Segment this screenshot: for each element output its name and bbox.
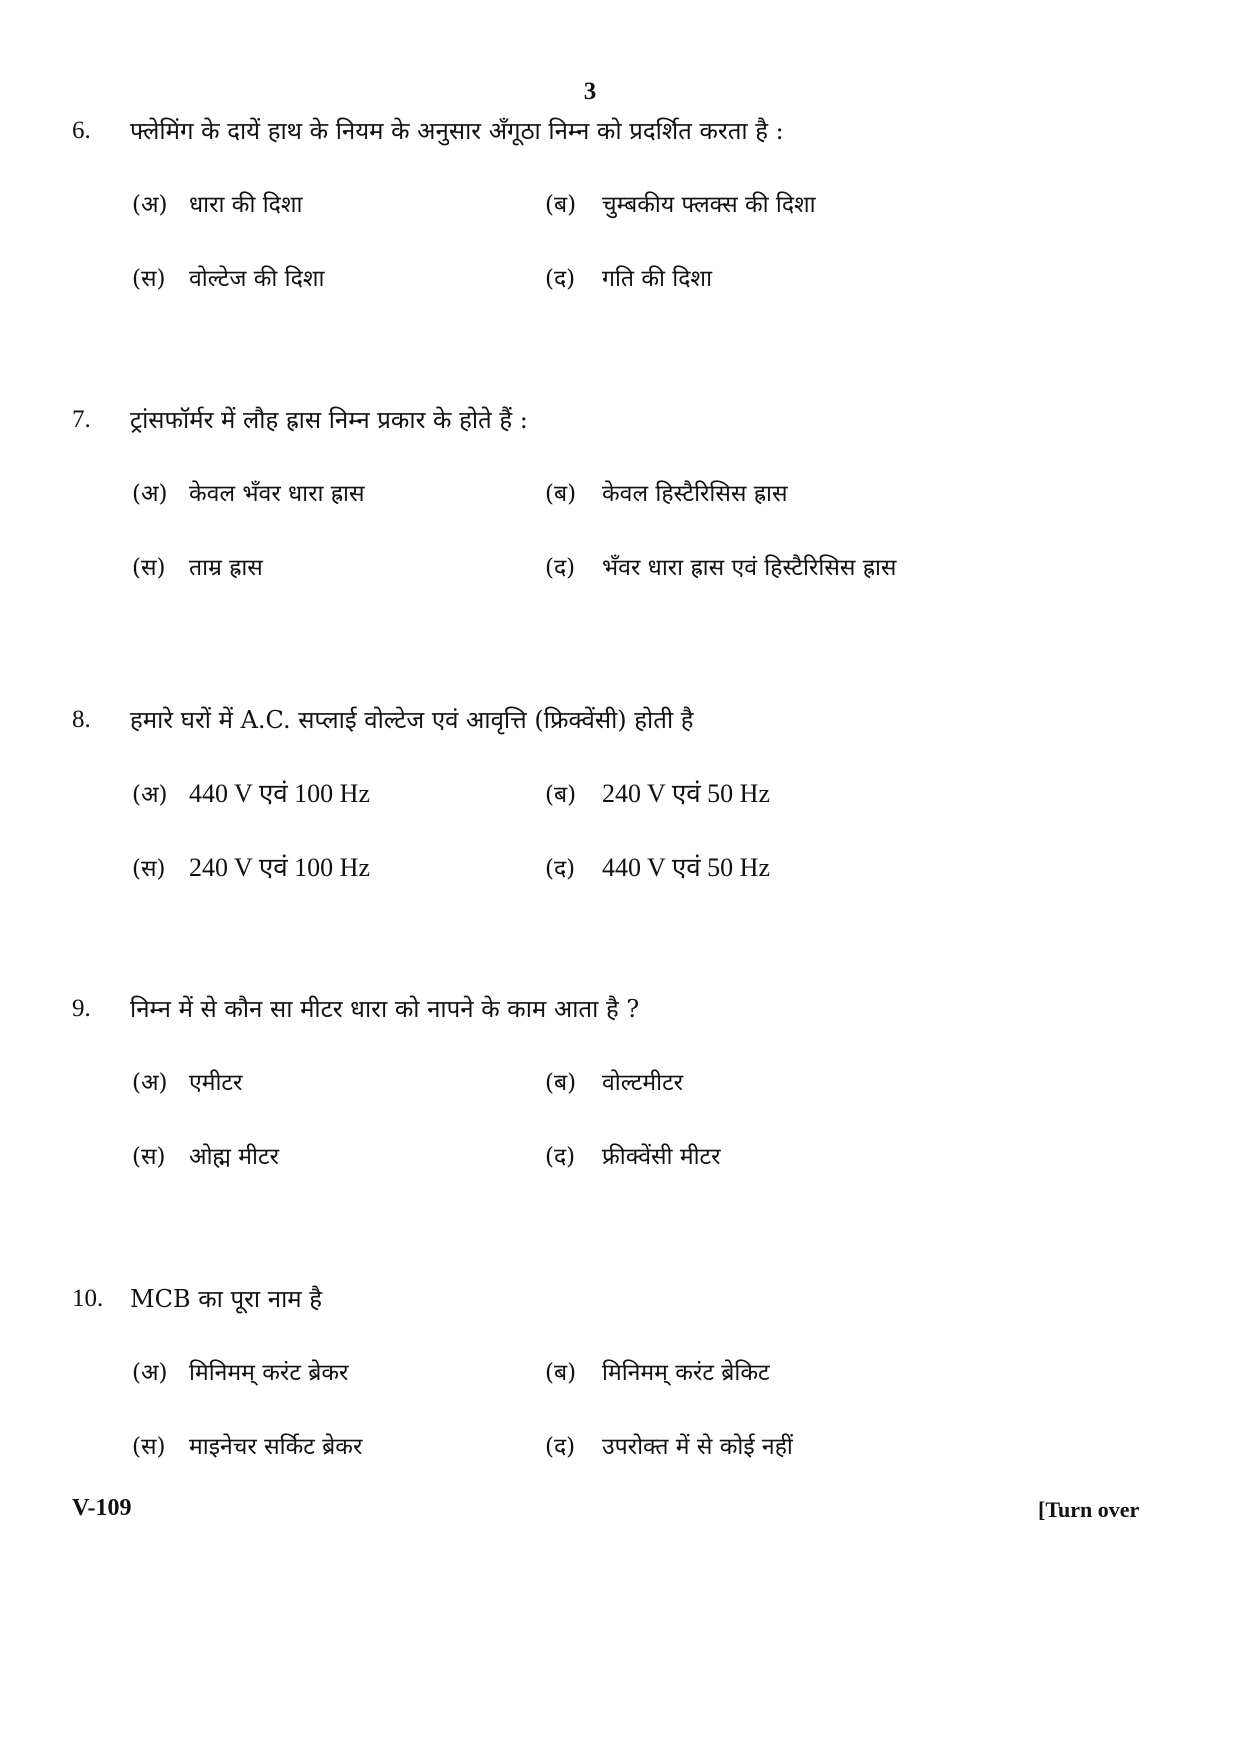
- question-text: हमारे घरों में A.C. सप्लाई वोल्टेज एवं आवृत्ति (फ्रिक्वेंसी) होती है: [130, 706, 694, 734]
- option-text: फ्रीक्वेंसी मीटर: [602, 1144, 721, 1170]
- option-d: [545, 1427, 793, 1467]
- page-number: 3: [583, 78, 597, 105]
- option-a: [132, 1063, 242, 1103]
- option-text: मिनिमम् करंट ब्रेकिट: [602, 1360, 770, 1386]
- option-b: [545, 774, 770, 815]
- option-text: केवल भँवर धारा ह्रास: [189, 481, 365, 507]
- question-10: [72, 1279, 1172, 1467]
- option-a: [132, 474, 365, 514]
- option-text: ताम्र ह्रास: [189, 555, 263, 581]
- option-text: धारा की दिशा: [189, 192, 303, 218]
- question-number: 10.: [72, 1285, 104, 1312]
- question-text: ट्रांसफॉर्मर में लौह ह्रास निम्न प्रकार के होते हैं :: [130, 406, 528, 434]
- question-stem: [72, 1279, 1172, 1319]
- options-row: [72, 1427, 1172, 1467]
- options-row: [72, 259, 1172, 299]
- option-label: (अ): [132, 192, 168, 218]
- option-label: (स): [132, 266, 166, 292]
- option-c: [132, 259, 324, 299]
- option-d: [545, 848, 770, 889]
- option-label: (अ): [132, 782, 168, 808]
- option-label: (द): [545, 856, 576, 882]
- question-text: निम्न में से कौन सा मीटर धारा को नापने के काम आता है ?: [130, 995, 640, 1023]
- option-text: 440 V एवं 50 Hz: [602, 853, 770, 882]
- question-7: [72, 400, 1172, 588]
- question-9: [72, 989, 1172, 1177]
- option-b: [545, 474, 788, 514]
- question-6: [72, 111, 1172, 299]
- option-text: गति की दिशा: [602, 266, 713, 292]
- option-label: (ब): [545, 481, 577, 507]
- option-c: [132, 1137, 279, 1177]
- option-label: (द): [545, 1434, 576, 1460]
- option-label: (ब): [545, 1070, 577, 1096]
- option-label: (ब): [545, 1360, 577, 1386]
- option-a: [132, 185, 302, 225]
- question-stem: [72, 111, 1172, 151]
- option-a: [132, 774, 370, 815]
- question-text: MCB का पूरा नाम है: [130, 1285, 323, 1313]
- option-label: (ब): [545, 192, 577, 218]
- options-row: [72, 848, 1172, 888]
- option-text: 440 V एवं 100 Hz: [189, 779, 370, 808]
- option-c: [132, 848, 370, 889]
- option-d: [545, 1137, 721, 1177]
- option-text: माइनेचर सर्किट ब्रेकर: [189, 1434, 363, 1460]
- option-b: [545, 185, 816, 225]
- question-stem: [72, 989, 1172, 1029]
- option-label: (ब): [545, 782, 577, 808]
- option-d: [545, 548, 896, 588]
- option-label: (द): [545, 555, 576, 581]
- option-label: (अ): [132, 481, 168, 507]
- options-row: [72, 185, 1172, 225]
- question-number: 8.: [72, 706, 91, 733]
- option-text: 240 V एवं 50 Hz: [602, 779, 770, 808]
- option-label: (स): [132, 856, 166, 882]
- option-b: [545, 1353, 770, 1393]
- options-row: [72, 548, 1172, 588]
- option-text: वोल्टमीटर: [602, 1070, 684, 1096]
- paper-code: V-109: [72, 1495, 132, 1521]
- option-label: (द): [545, 1144, 576, 1170]
- options-row: [72, 1353, 1172, 1393]
- option-c: [132, 548, 263, 588]
- option-label: (स): [132, 555, 166, 581]
- option-c: [132, 1427, 362, 1467]
- options-row: [72, 474, 1172, 514]
- question-number: 9.: [72, 995, 91, 1022]
- option-a: [132, 1353, 348, 1393]
- option-text: वोल्टेज की दिशा: [189, 266, 325, 292]
- option-text: 240 V एवं 100 Hz: [189, 853, 370, 882]
- question-stem: [72, 400, 1172, 440]
- option-label: (अ): [132, 1070, 168, 1096]
- question-stem: [72, 700, 1172, 740]
- option-text: ओह्म मीटर: [189, 1144, 279, 1170]
- option-text: एमीटर: [189, 1070, 243, 1096]
- option-label: (द): [545, 266, 576, 292]
- option-text: उपरोक्त में से कोई नहीं: [602, 1434, 793, 1460]
- option-text: चुम्बकीय फ्लक्स की दिशा: [602, 192, 816, 218]
- options-row: [72, 774, 1172, 814]
- option-label: (स): [132, 1144, 166, 1170]
- option-label: (स): [132, 1434, 166, 1460]
- options-row: [72, 1137, 1172, 1177]
- question-number: 6.: [72, 117, 91, 144]
- option-text: केवल हिस्टैरिसिस ह्रास: [602, 481, 788, 507]
- option-d: [545, 259, 712, 299]
- options-row: [72, 1063, 1172, 1103]
- question-8: [72, 700, 1172, 888]
- option-b: [545, 1063, 683, 1103]
- question-number: 7.: [72, 406, 91, 433]
- option-text: मिनिमम् करंट ब्रेकर: [189, 1360, 349, 1386]
- option-text: भँवर धारा ह्रास एवं हिस्टैरिसिस ह्रास: [602, 555, 897, 581]
- option-label: (अ): [132, 1360, 168, 1386]
- question-text: फ्लेमिंग के दायें हाथ के नियम के अनुसार अँगूठा निम्न को प्रदर्शित करता है :: [130, 117, 784, 145]
- turn-over-note: [Turn over: [1038, 1497, 1140, 1522]
